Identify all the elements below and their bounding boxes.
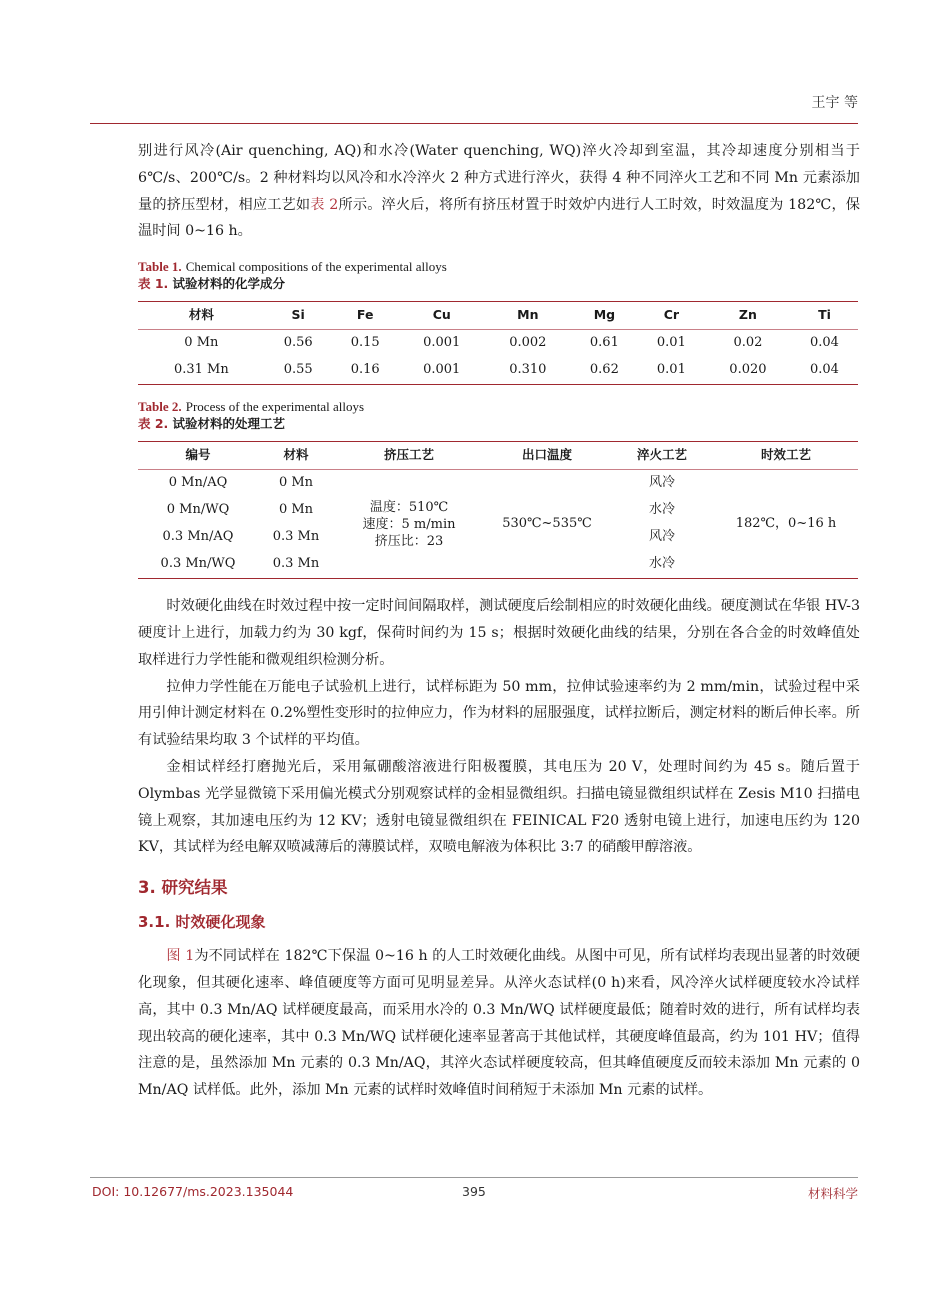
- table2-header-row: [138, 442, 858, 470]
- table1-header-cell: Si: [265, 302, 332, 330]
- table2-header-cell: 出口温度: [484, 442, 610, 470]
- aging-process-cell: 182℃，0~16 h: [714, 470, 858, 579]
- table2-header-cell: 编号: [138, 442, 258, 470]
- table1-label-en: Table 1.: [138, 259, 182, 275]
- table-cell: 风冷: [648, 475, 675, 491]
- table2-header-cell: 时效工艺: [714, 442, 858, 470]
- table2-header-cell: 淬火工艺: [610, 442, 714, 470]
- page-number: 395: [462, 1184, 486, 1199]
- table-cell: 0.020: [705, 357, 791, 385]
- results-paragraph: [138, 943, 860, 1104]
- table-cell: 0 Mn/WQ: [166, 502, 230, 518]
- table1-header-cell: 材料: [138, 302, 265, 330]
- subsection-heading: 3.1. 时效硬化现象: [138, 913, 266, 932]
- table1-label-zh: 表 1.: [138, 276, 169, 292]
- table-cell: 水冷: [610, 551, 714, 579]
- table-cell: 0.62: [571, 357, 638, 385]
- table-cell: 0 Mn: [278, 475, 314, 491]
- table-cell: 0.310: [485, 357, 571, 385]
- extrusion-ratio: 挤压比：23: [374, 533, 444, 549]
- table-cell: 0 Mn: [184, 335, 219, 351]
- table-row: [138, 357, 858, 385]
- table1-header-row: [138, 302, 858, 330]
- table-cell: 0 Mn: [278, 502, 314, 518]
- intro-text-2: 所示。淬火后，将所有挤压材置于时效炉内进行人工时效，时效温度为 182℃，保温时间 0~16 h。: [138, 196, 860, 240]
- table-cell: 0.61: [589, 335, 619, 351]
- body-paragraph: 拉伸力学性能在万能电子试验机上进行，试样标距为 50 mm，拉伸试验速率约为 2 mm/min，试验过程中采用引伸计测定材料在 0.2%塑性变形时的拉伸应力，作为材料的屈服强度，试样拉断后，测定材料的断后伸长率。所有试验结果均取 3 个试样的平均值。: [138, 678, 860, 749]
- figure1-reference-link[interactable]: 图 1: [166, 948, 195, 965]
- table-cell: 0.04: [810, 335, 839, 351]
- table-cell: 0.002: [509, 335, 547, 351]
- table2-title-en: Process of the experimental alloys: [185, 399, 365, 415]
- table-cell: 0.3 Mn/AQ: [162, 529, 234, 545]
- table1-caption: [138, 259, 860, 293]
- table-cell: 0.31 Mn: [138, 357, 265, 385]
- table-cell: 0.04: [791, 357, 858, 385]
- table-cell: 0.02: [733, 335, 763, 351]
- table-cell: 0.15: [350, 335, 380, 351]
- page-content: [138, 138, 860, 1104]
- table-cell: 0.55: [265, 357, 332, 385]
- body-paragraph: 金相试样经打磨抛光后，采用氟硼酸溶液进行阳极覆膜，其电压为 20 V，处理时间约为 45 s。随后置于 Olymbas 光学显微镜下采用偏光模式分别观察试样的金相显微组织。扫描电镜显微组织试样在 Zesis M10 扫描电镜上观察，其加速电压约为 12 KV；透射电镜显微组织在 FEINICAL F20 透射电镜上进行，加速电压约为 120 KV，其试样为经电解双喷减薄后的薄膜试样，双喷电解液为体积比 3:7 的硝酸甲醇溶液。: [138, 758, 860, 856]
- table2-reference-link[interactable]: 表 2: [310, 196, 339, 213]
- table-cell: 0 Mn/AQ: [168, 475, 228, 491]
- table2-label-zh: 表 2.: [138, 416, 169, 432]
- table-row: [138, 470, 858, 498]
- table-cell: 0.01: [656, 335, 686, 351]
- table1-header-cell: Ti: [791, 302, 858, 330]
- table-cell: 水冷: [648, 502, 675, 518]
- table1-header-cell: Fe: [332, 302, 399, 330]
- results-text: 为不同试样在 182℃下保温 0~16 h 的人工时效硬化曲线。从图中可见，所有试样均表现出显著的时效硬化现象，但其硬化速率、峰值硬度等方面可见明显差异。从淬火态试样(0 h)来看，风冷淬火试样硬度较水冷试样高，其中 0.3 Mn/AQ 试样硬度最高，而采用水冷的 0.3 Mn/WQ 试样硬度最低；随着时效的进行，所有试样均表现出较高的硬化速率，其中 0.3 Mn/WQ 试样硬化速率显著高于其他试样，其硬度峰值最高，约为 101 HV；值得注意的是，虽然添加 Mn 元素的 0.3 Mn/AQ，其淬火态试样硬度较高，但其峰值硬度反而较未添加 Mn 元素的 0 Mn/AQ 试样低。此外，添加 Mn 元素的试样时效峰值时间稍短于未添加 Mn 元素的试样。: [138, 948, 860, 1099]
- extrusion-temperature: 温度：510℃: [369, 499, 449, 515]
- footer-doi[interactable]: DOI: 10.12677/ms.2023.135044: [92, 1184, 294, 1199]
- intro-text: 别进行风冷(Air quenching, AQ)和水冷(Water quenching, WQ)淬火冷却到室温，其冷却速度分别相当于6℃/s、200℃/s。2 种材料均以风冷和水冷淬火 2 种方式进行淬火，获得 4 种不同淬火工艺和不同 Mn 元素添加量的挤压型材，相应工艺如: [138, 143, 860, 213]
- table-cell: 0.3 Mn: [258, 551, 334, 579]
- intro-paragraph: [138, 138, 860, 245]
- table-cell: 风冷: [648, 529, 675, 545]
- journal-name: 材料科学: [807, 1186, 858, 1201]
- section-heading: 3. 研究结果: [138, 878, 228, 898]
- extrusion-process-cell: [334, 470, 484, 579]
- table-cell: 0.3 Mn: [272, 529, 320, 545]
- table-cell: 0.16: [332, 357, 399, 385]
- exit-temperature-cell: 530℃~535℃: [484, 470, 610, 579]
- table2-header-cell: 挤压工艺: [334, 442, 484, 470]
- header-rule: [90, 123, 858, 124]
- table-cell: 0.01: [638, 357, 705, 385]
- table1-header-cell: Mg: [571, 302, 638, 330]
- table2-label-en: Table 2.: [138, 399, 182, 415]
- table-cell: 0.3 Mn/WQ: [138, 551, 258, 579]
- extrusion-speed: 速度：5 m/min: [362, 516, 456, 532]
- header-author: 王宇 等: [811, 95, 858, 111]
- table1-header-cell: Cr: [638, 302, 705, 330]
- table-cell: 0.001: [399, 357, 485, 385]
- table1-header-cell: Mn: [485, 302, 571, 330]
- body-paragraph: 时效硬化曲线在时效过程中按一定时间间隔取样，测试硬度后绘制相应的时效硬化曲线。硬度测试在华银 HV-3 硬度计上进行，加载力约为 30 kgf，保荷时间约为 15 s；根据时效硬化曲线的结果，分别在各合金的时效峰值处取样进行力学性能和微观组织检测分析。: [138, 598, 860, 668]
- table1-header-cell: Zn: [705, 302, 791, 330]
- table2-header-cell: 材料: [258, 442, 334, 470]
- table2-title-zh: 试验材料的处理工艺: [172, 416, 285, 432]
- table2-caption: [138, 399, 860, 433]
- table1-title-zh: 试验材料的化学成分: [172, 276, 285, 292]
- table-cell: 0.56: [283, 335, 313, 351]
- table1-header-cell: Cu: [399, 302, 485, 330]
- footer-rule: [90, 1177, 858, 1178]
- table1-title-en: Chemical compositions of the experimental alloys: [185, 259, 447, 275]
- table2: [138, 441, 858, 579]
- table1: [138, 301, 858, 385]
- table-row: [138, 330, 858, 358]
- table-cell: 0.001: [423, 335, 461, 351]
